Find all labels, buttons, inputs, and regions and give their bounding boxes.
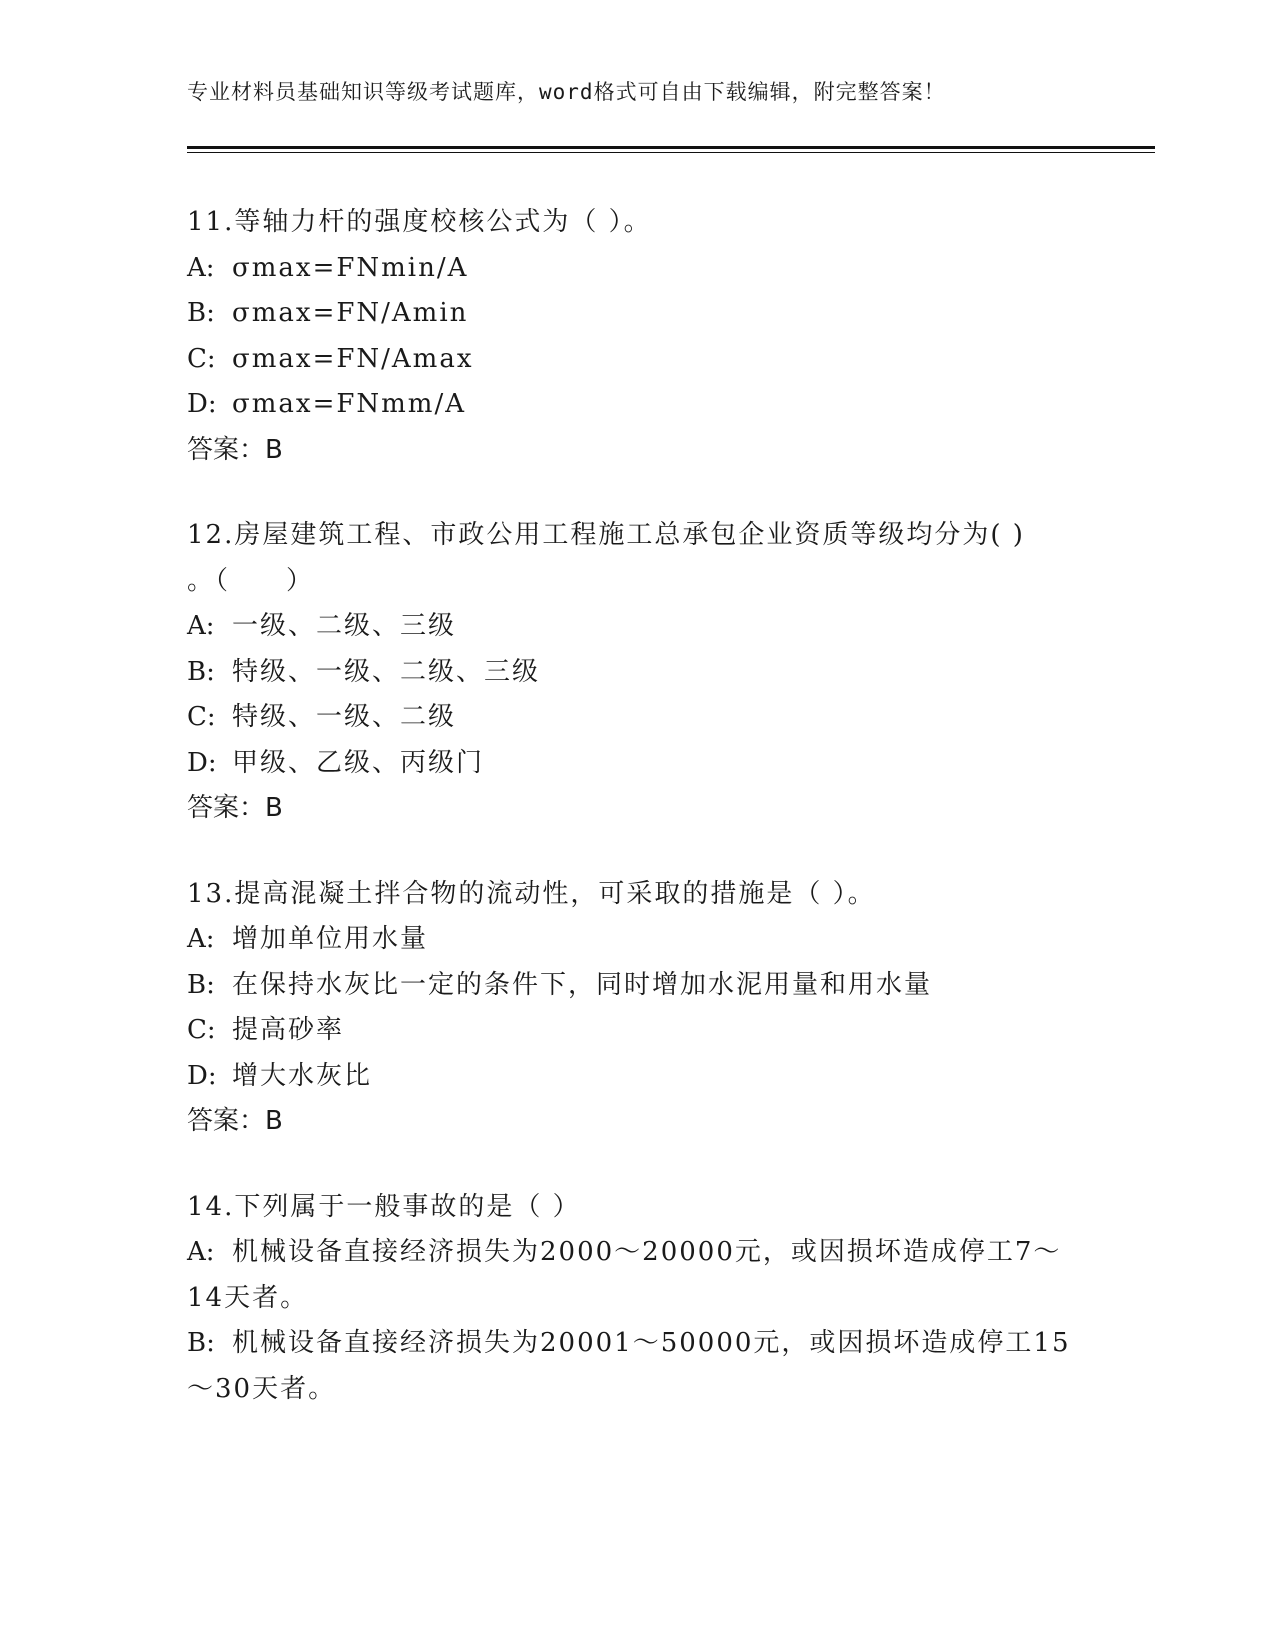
question-stem: 14.下列属于一般事故的是（ ） [187,1191,581,1222]
option-text: 甲级、乙级、丙级门 [232,747,485,778]
option-b [187,650,1087,696]
option-label: A: [187,252,215,283]
question-11 [187,200,1087,473]
option-text: 机械设备直接经济损失为2000～20000元，或因损坏造成停工7～ [232,1237,1062,1267]
option-text: σmax=FNmm/A [232,389,466,419]
option-label: D: [187,389,217,419]
option-label: A: [187,611,215,641]
option-label: C: [187,702,216,732]
option-label: C: [187,1015,216,1045]
option-d [187,741,1087,787]
option-text: 提高砂率 [232,1015,345,1045]
option-label: A: [187,1237,215,1267]
answer-line: 答案：B [187,793,283,823]
option-d [187,1054,1087,1100]
option-a-continued: 14天者。 [187,1282,309,1313]
option-text: 特级、一级、二级、三级 [232,656,541,687]
option-b-continued: ～30天者。 [187,1373,337,1404]
option-c [187,695,1087,741]
header-divider-thick [187,146,1155,149]
option-a [187,1230,1087,1276]
question-14 [187,1185,1087,1413]
option-a [187,604,1087,650]
option-label: B: [187,1328,215,1358]
option-label: B: [187,298,215,328]
option-c [187,1008,1087,1054]
answer-line: 答案：B [187,434,283,465]
option-b [187,291,1087,337]
option-b [187,1321,1087,1367]
page-header: 专业材料员基础知识等级考试题库，word格式可自由下载编辑，附完整答案！ [187,80,946,104]
option-a [187,917,1087,963]
question-stem: 11.等轴力杆的强度校核公式为（ ）。 [187,207,652,237]
option-text: σmax=FN/Amin [232,298,469,328]
option-text: 一级、二级、三级 [232,611,457,641]
question-stem-continued: 。（ ） [187,565,315,596]
header-divider-thin [187,152,1155,153]
option-text: 特级、一级、二级 [232,702,457,732]
option-a [187,246,1087,292]
option-text: σmax=FNmin/A [232,252,469,283]
option-d [187,382,1087,428]
question-12 [187,513,1087,832]
question-13 [187,872,1087,1145]
option-label: B: [187,656,215,687]
option-label: B: [187,969,215,1000]
answer-line: 答案：B [187,1106,283,1136]
option-text: 增加单位用水量 [232,924,429,954]
option-label: A: [187,924,215,954]
question-list [187,200,1087,1452]
question-stem: 13.提高混凝土拌合物的流动性，可采取的措施是（ ）。 [187,878,876,909]
option-text: 在保持水灰比一定的条件下，同时增加水泥用量和用水量 [232,969,933,1000]
option-b [187,963,1087,1009]
option-label: D: [187,1060,217,1091]
option-text: σmax=FN/Amax [232,343,474,374]
option-text: 增大水灰比 [232,1060,373,1091]
option-label: C: [187,343,216,374]
option-text: 机械设备直接经济损失为20001～50000元，或因损坏造成停工15 [232,1328,1071,1358]
option-label: D: [187,747,217,778]
question-stem: 12.房屋建筑工程、市政公用工程施工总承包企业资质等级均分为( ) [187,520,1025,550]
option-c [187,337,1087,383]
